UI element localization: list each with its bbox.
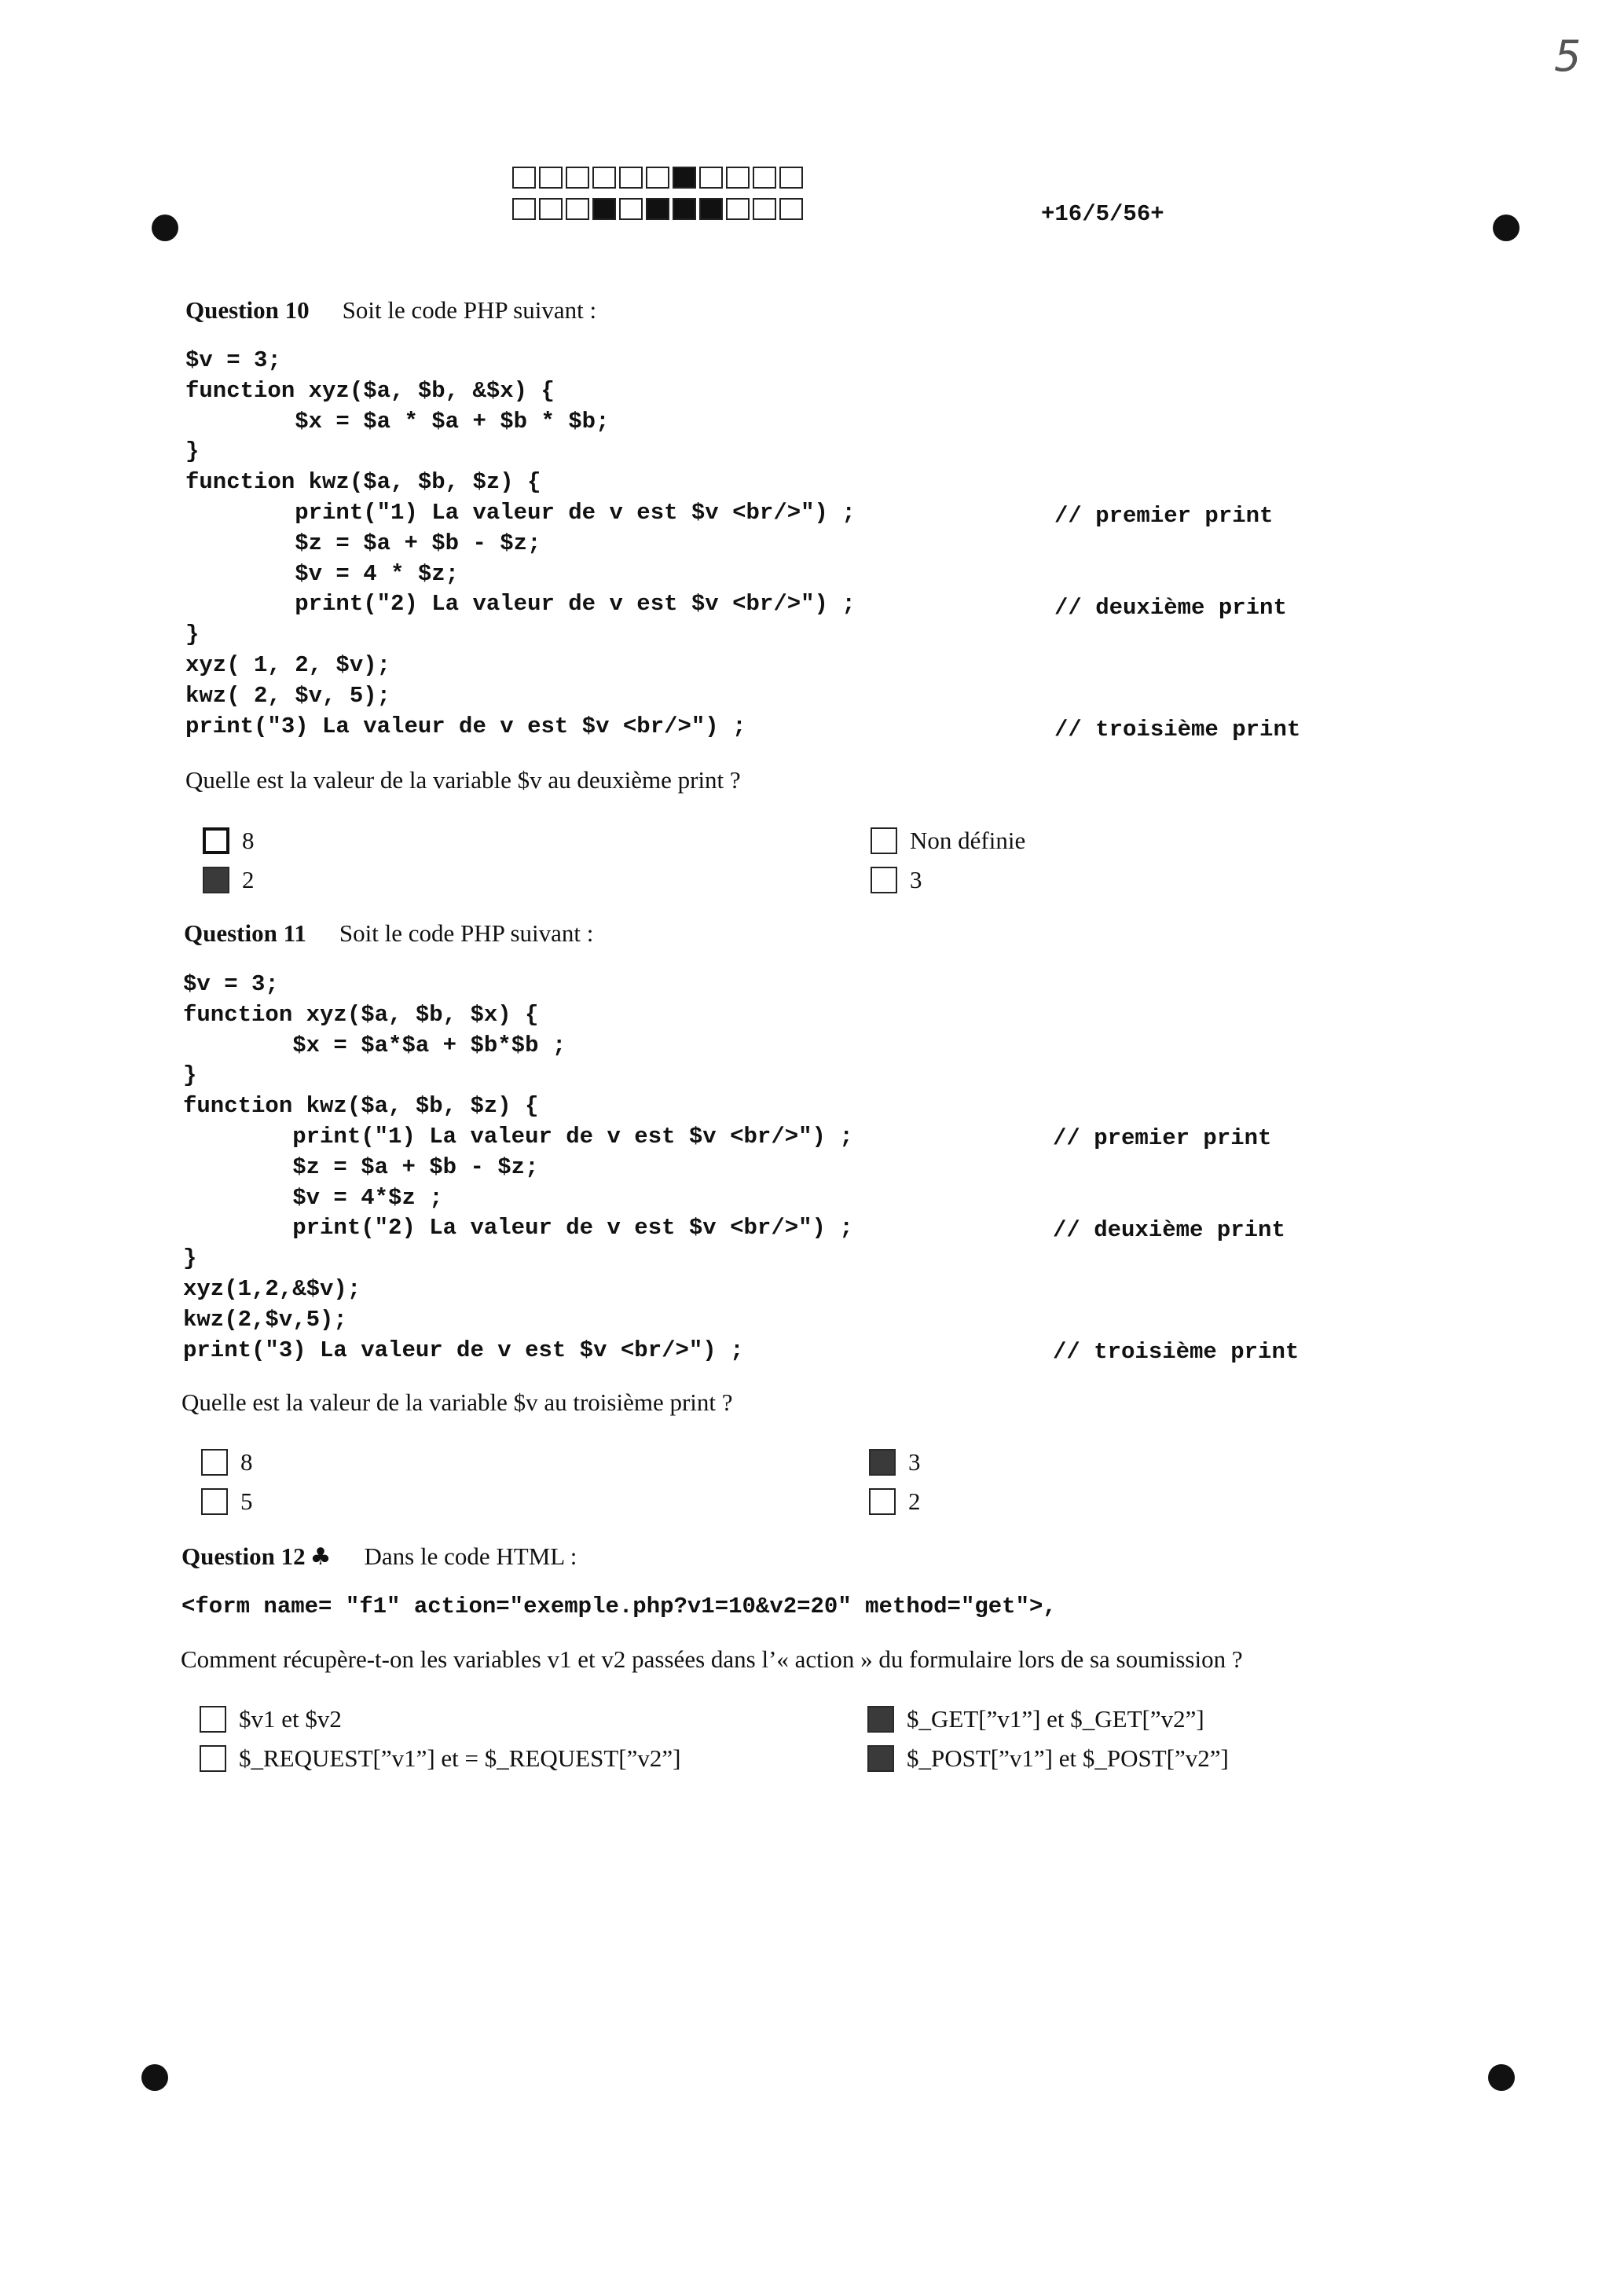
option-label: 3 xyxy=(910,866,922,893)
code-line: $v = 3; xyxy=(185,347,281,373)
code-comment-troisieme: // troisième print xyxy=(1054,717,1301,743)
code-line: $x = $a*$a + $b*$b ; xyxy=(183,1032,566,1058)
code-line: print("3) La valeur de v est $v <br/>") ; xyxy=(183,1337,744,1363)
code-line: function xyz($a, $b, $x) { xyxy=(183,1001,539,1028)
question-11-header xyxy=(184,919,593,948)
code-line: } xyxy=(185,438,200,465)
registration-mark-top-left xyxy=(152,215,178,241)
question-10-prompt: Quelle est la valeur de la variable $v au deuxième print ? xyxy=(185,766,741,794)
question-10-code xyxy=(185,346,856,742)
code-line: } xyxy=(185,622,200,648)
answer-checkbox[interactable] xyxy=(871,827,897,854)
code-line: xyz( 1, 2, $v); xyxy=(185,651,391,678)
q10-option-d[interactable] xyxy=(871,866,922,894)
barcode-row-1 xyxy=(512,167,806,189)
code-line: function kwz($a, $b, $z) { xyxy=(183,1093,539,1120)
registration-mark-bottom-left xyxy=(141,2064,168,2091)
answer-checkbox[interactable] xyxy=(201,1449,228,1476)
code-line: } xyxy=(183,1062,197,1089)
option-label: 8 xyxy=(240,1448,253,1476)
barcode-cell xyxy=(726,167,750,189)
code-comment-troisieme: // troisième print xyxy=(1053,1339,1300,1365)
code-line: kwz(2,$v,5); xyxy=(183,1306,347,1333)
question-11-label: Question 11 xyxy=(184,919,306,947)
q10-option-a[interactable] xyxy=(203,827,255,855)
q10-option-b[interactable] xyxy=(203,866,255,894)
question-12-prompt: Comment récupère-t-on les variables v1 et v2 passées dans l’« action » du formulaire lors de sa soumission ? xyxy=(181,1645,1243,1673)
barcode-cell xyxy=(646,198,669,220)
code-line: $z = $a + $b - $z; xyxy=(183,1154,539,1180)
barcode-cell xyxy=(619,198,643,220)
option-label: $_GET[”v1”] et $_GET[”v2”] xyxy=(907,1705,1204,1733)
q12-option-c[interactable] xyxy=(867,1705,1204,1733)
page-identifier: +16/5/56+ xyxy=(1041,201,1164,227)
answer-checkbox[interactable] xyxy=(203,867,229,893)
code-line: xyz(1,2,&$v); xyxy=(183,1275,361,1302)
barcode-cell xyxy=(619,167,643,189)
code-line: function kwz($a, $b, $z) { xyxy=(185,469,541,496)
code-line: print("1) La valeur de v est $v <br/>") ; xyxy=(183,1123,853,1150)
club-icon: ♣ xyxy=(310,1543,332,1571)
option-label: 2 xyxy=(242,866,255,893)
code-line: print("2) La valeur de v est $v <br/>") ; xyxy=(185,591,856,618)
answer-checkbox[interactable] xyxy=(867,1706,894,1733)
answer-checkbox[interactable] xyxy=(871,867,897,893)
question-11-code xyxy=(183,970,853,1366)
barcode-cell xyxy=(512,167,536,189)
code-line: $z = $a + $b - $z; xyxy=(185,530,541,556)
barcode-cell xyxy=(512,198,536,220)
option-label: 3 xyxy=(908,1448,921,1476)
question-10-description: Soit le code PHP suivant : xyxy=(342,296,597,324)
code-line: print("2) La valeur de v est $v <br/>") ; xyxy=(183,1215,853,1242)
code-line: print("3) La valeur de v est $v <br/>") ; xyxy=(185,713,746,739)
q11-option-c[interactable] xyxy=(869,1448,921,1476)
option-label: $_POST[”v1”] et $_POST[”v2”] xyxy=(907,1744,1229,1772)
code-line: print("1) La valeur de v est $v <br/>") ; xyxy=(185,499,856,526)
answer-checkbox[interactable] xyxy=(201,1488,228,1515)
q10-option-c[interactable] xyxy=(871,827,1025,855)
barcode-cell xyxy=(566,167,589,189)
barcode-cell xyxy=(539,167,563,189)
code-line: $x = $a * $a + $b * $b; xyxy=(185,408,610,435)
question-12-description: Dans le code HTML : xyxy=(364,1542,577,1570)
barcode-cell xyxy=(726,198,750,220)
q11-option-b[interactable] xyxy=(201,1487,253,1516)
code-comment-deuxieme: // deuxième print xyxy=(1053,1217,1285,1243)
answer-checkbox[interactable] xyxy=(869,1488,896,1515)
code-line: $v = 3; xyxy=(183,971,279,997)
barcode-cell xyxy=(566,198,589,220)
barcode-cell xyxy=(779,198,803,220)
code-comment-premier: // premier print xyxy=(1053,1125,1272,1151)
code-line: } xyxy=(183,1245,197,1272)
option-label: 2 xyxy=(908,1487,921,1515)
barcode-cell xyxy=(753,167,776,189)
q12-option-b[interactable] xyxy=(200,1744,680,1773)
barcode-cell xyxy=(673,198,696,220)
answer-checkbox[interactable] xyxy=(200,1745,226,1772)
code-line: function xyz($a, $b, &$x) { xyxy=(185,377,555,404)
question-12-form-code: <form name= "f1" action="exemple.php?v1=10&v2=20" method="get">, xyxy=(181,1594,1057,1619)
answer-checkbox[interactable] xyxy=(200,1706,226,1733)
handwritten-page-number: 5 xyxy=(1554,31,1582,81)
code-line: $v = 4 * $z; xyxy=(185,560,460,587)
answer-checkbox[interactable] xyxy=(869,1449,896,1476)
question-11-prompt: Quelle est la valeur de la variable $v au troisième print ? xyxy=(181,1388,733,1416)
q11-option-a[interactable] xyxy=(201,1448,253,1476)
barcode-cell xyxy=(753,198,776,220)
barcode-cell xyxy=(779,167,803,189)
registration-mark-top-right xyxy=(1493,215,1520,241)
answer-checkbox[interactable] xyxy=(203,827,229,854)
question-10-label: Question 10 xyxy=(185,296,310,324)
option-label: $_REQUEST[”v1”] et = $_REQUEST[”v2”] xyxy=(239,1744,681,1772)
barcode-cell xyxy=(673,167,696,189)
code-line: $v = 4*$z ; xyxy=(183,1184,443,1211)
barcode-row-2 xyxy=(512,198,806,220)
option-label: $v1 et $v2 xyxy=(239,1705,342,1733)
barcode-cell xyxy=(539,198,563,220)
q12-option-d[interactable] xyxy=(867,1744,1229,1773)
barcode-cell xyxy=(592,198,616,220)
code-comment-premier: // premier print xyxy=(1054,503,1274,529)
barcode-cell xyxy=(699,167,723,189)
question-11-description: Soit le code PHP suivant : xyxy=(339,919,594,947)
barcode-cell xyxy=(592,167,616,189)
barcode-cell xyxy=(646,167,669,189)
option-label: Non définie xyxy=(910,827,1026,854)
code-comment-deuxieme: // deuxième print xyxy=(1054,595,1287,621)
answer-checkbox[interactable] xyxy=(867,1745,894,1772)
q12-option-a[interactable] xyxy=(200,1705,342,1733)
option-label: 5 xyxy=(240,1487,253,1515)
question-12-header xyxy=(181,1542,577,1571)
barcode-cell xyxy=(699,198,723,220)
option-label: 8 xyxy=(242,827,255,854)
question-12-label: Question 12 xyxy=(181,1542,306,1570)
question-10-header xyxy=(185,296,596,325)
q11-option-d[interactable] xyxy=(869,1487,921,1516)
registration-mark-bottom-right xyxy=(1488,2064,1515,2091)
code-line: kwz( 2, $v, 5); xyxy=(185,682,391,709)
